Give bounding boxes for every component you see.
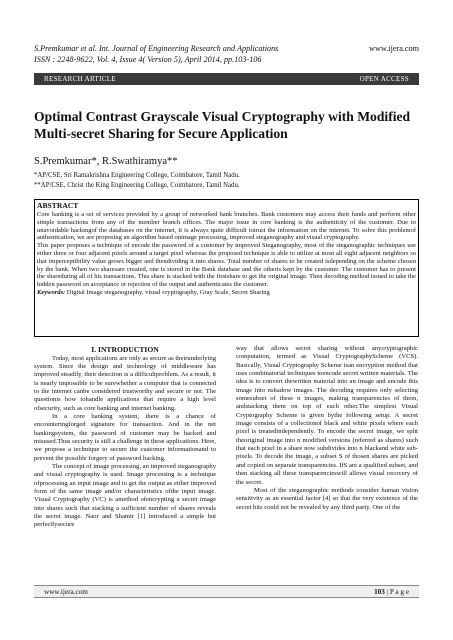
abstract-heading: ABSTRACT bbox=[37, 201, 79, 210]
abstract-body bbox=[37, 211, 416, 289]
issn-line: ISSN : 2248-9622, Vol. 4, Issue 4( Version 5), April 2014, pp.103-106 bbox=[34, 55, 262, 64]
keywords-line bbox=[37, 289, 416, 297]
paper-title: Optimal Contrast Grayscale Visual Cryptography with Modified Multi-secret Sharing for Secure Application bbox=[34, 109, 411, 141]
abstract-paragraph: This paper proposes a technique of encode the password of a customer by improved Steganography, most of the steganographic techniques use either three or four adjacent pixels around a target pixel whereas the proposed technique is able to utilize at most all eight adjacent neighbors so that imperceptibility value grows bigger and thendividing it into shares. Total number of shares to be created isdepending on the scheme chosen by the bank. When two sharesare created, one is stored in the Bank database and the otheris kept by the customer. The customer has to present the shareduring all of his transactions. This share is stacked with the firstshare to get the original image. Then decoding method issued to take the hidden password on acceptance or rejection of the output and authenticates the customer. bbox=[37, 242, 416, 289]
keywords-label: Keywords: bbox=[37, 288, 66, 296]
body-paragraph: Today, most applications are only as secure as theirunderlying system. Since the design and technology of middleware has improved steadily, their detection is a difficultproblem. As a result, it is nearly impossible to be surewhether a computer that is connected to the internet canbe considered trustworthy and secure or not. The questionis how tohandle applications that require a high level ofsecurity, such as core banking and internet banking. bbox=[34, 354, 216, 412]
journal-website[interactable]: www.ijera.com bbox=[369, 44, 419, 53]
body-paragraph: In a core banking system, there is a chance of encounteringforged signature for transaction. And in the net bankingsystem, the password of customer may be hacked and misused.Thus security is still a challenge in these applications. Here, we propose a technique to secure the customer informationand to prevent the possible forgery of password hacking. bbox=[34, 412, 216, 462]
body-paragraph: Most of the steganographic methods consider human vision sensitivity as an essential factor [4] so that the very existence of the secret bits could not be revealed by any third party. One of the bbox=[236, 486, 418, 511]
affiliation-1: *AP/CSE, Sri Ramakrishna Engineering College, Coimbatore, Tamil Nadu. bbox=[34, 172, 240, 179]
page-number-value: 103 bbox=[374, 588, 385, 596]
right-column bbox=[236, 345, 418, 512]
open-access-label: OPEN ACCESS bbox=[359, 74, 409, 83]
left-column bbox=[34, 345, 216, 530]
keywords-text: Digital Image steganography, visual cryptography, Gray Scale, Secret Sharing bbox=[65, 288, 270, 296]
body-paragraph: way that allows secret sharing without anycryptographic computation, termed as Visual CryptographyScheme (VCS). Basically, Visual Cryptography Scheme isan encryption method that uses combinatorial techniques toencode secret written materials. The idea is to convert thewritten material into an image and encode this image into nshadow images. The decoding requires only selecting somesubset of these n images, making transparencies of them, andstacking them on top of each other.The simplest Visual Cryptography Scheme is given bythe following setup. A secret image consists of a collectionof black and white pixels where each pixel is treatedindependently. To encode the secret image, we split theoriginal image into n modified versions (referred as shares) such that each pixel in a share now subdivides into n blackand white sub-pixels. To decode the image, a subset S of thosen shares are picked and copied on separate transparencies. IfS are a qualified subset, and then stacking all these transparencieswill allows visual recovery of the secret. bbox=[236, 345, 418, 486]
page-number bbox=[374, 588, 409, 596]
body-paragraph: The concept of image processing, an improved steganography and visual cryptography is used. Image processing is a technique ofprocessing an input image and to get the output as either improved form of the same image and/or characteristics ofthe input image. Visual Cryptography (VC) is amethod ofencrypting a secret image into shares such that stacking a sufficient number of shares reveals the secret image. Naor and Shamir [1] introduced a simple but perfectlysecure bbox=[34, 462, 216, 529]
abstract-paragraph: Core banking is a set of services provided by a group of networked bank branches. Bank customers may access their funds and perform other simple transactions from any of the member branch offices. The major issue in core banking is the authenticity of the customer. Due to unavoidable hackingof the databases on the internet, it is always quite difficult totrust the information on the internet. To solve this problemof authentication, we are proposing an algorithm based onimage processing, improved steganography and visual cryptography. bbox=[37, 211, 416, 242]
article-type-ribbon bbox=[34, 73, 419, 85]
footer-website[interactable]: www.ijera.com bbox=[44, 588, 88, 596]
paper-authors: S.Premkumar*, R.Swathiramya** bbox=[34, 156, 178, 167]
journal-citation: S.Premkumar et al. Int. Journal of Engineering Research and Applications bbox=[34, 44, 279, 53]
page-number-suffix: | P a g e bbox=[384, 588, 409, 596]
research-article-label: RESEARCH ARTICLE bbox=[44, 74, 116, 83]
page-footer bbox=[34, 585, 419, 598]
affiliation-2: **AP/CSE, Christ the King Engineering College, Coimbatore, Tamil Nadu. bbox=[34, 182, 240, 189]
abstract-box bbox=[34, 199, 419, 337]
section-heading-introduction: I. INTRODUCTION bbox=[91, 345, 159, 354]
